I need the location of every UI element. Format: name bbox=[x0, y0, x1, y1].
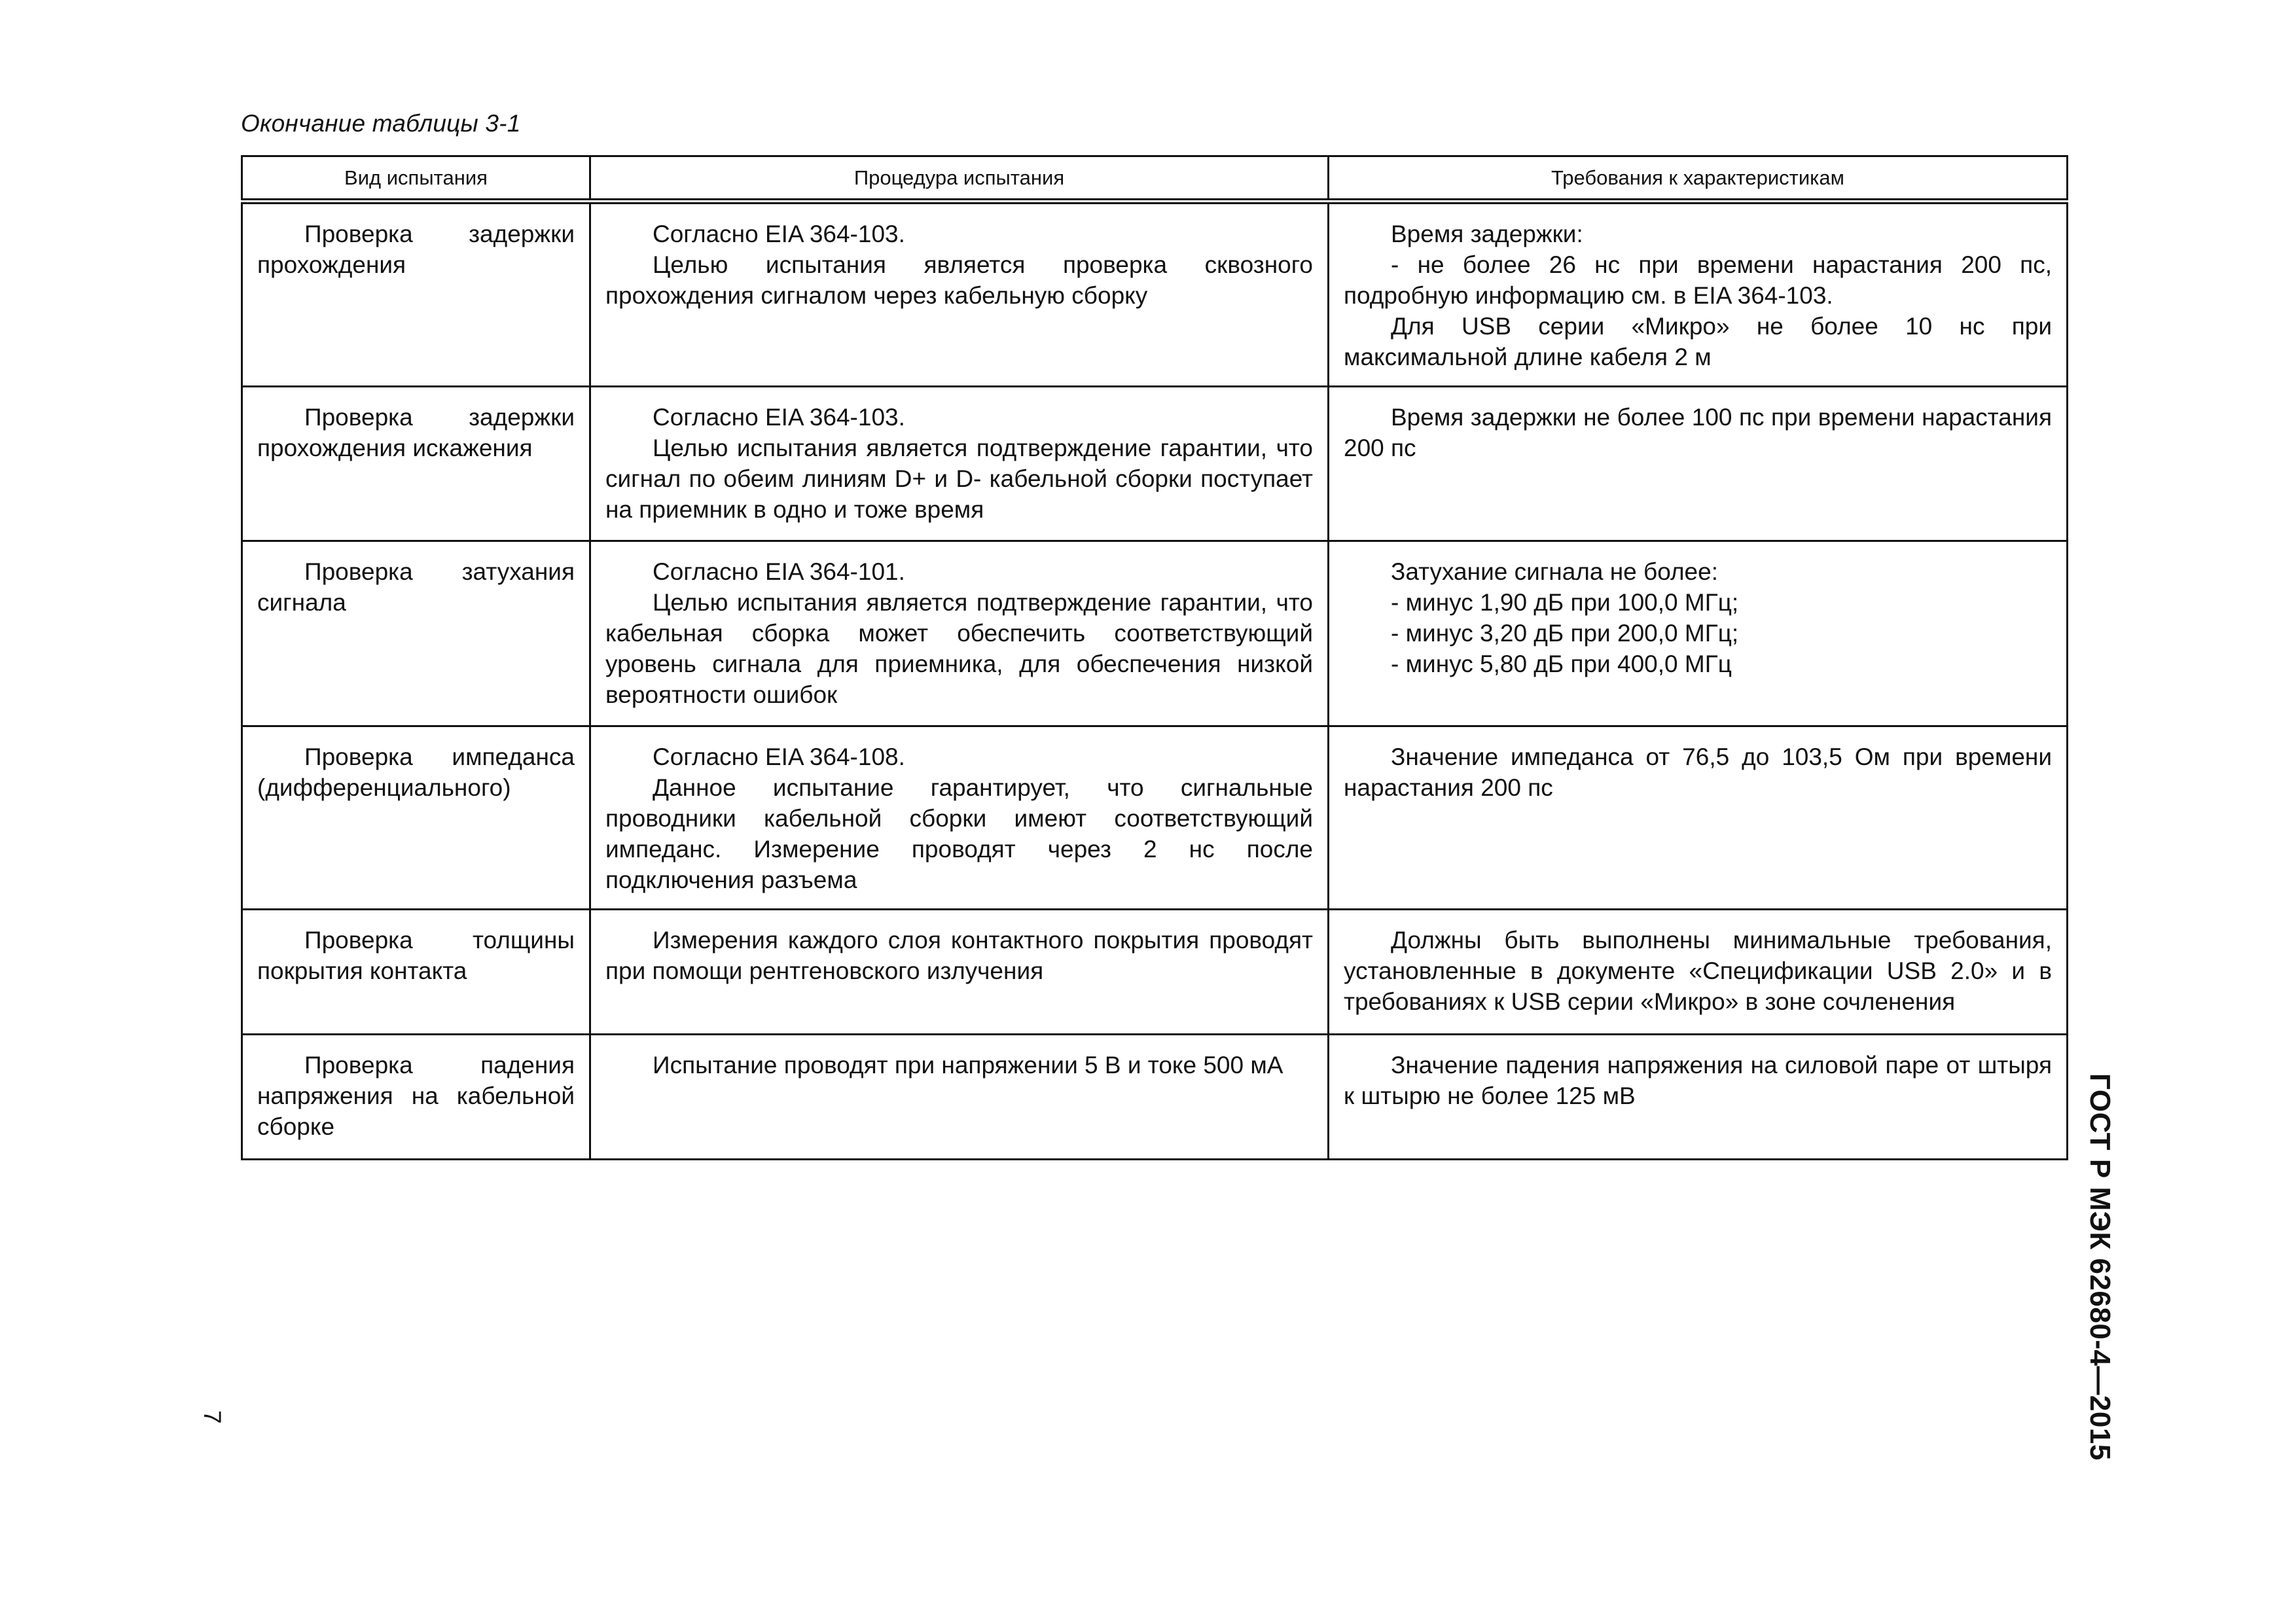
procedure-text: Целью испытания является проверка сквозного прохождения сигналом через кабельную сборку bbox=[605, 251, 1313, 309]
procedure-text: Данное испытание гарантирует, что сигнальные проводники кабельной сборки имеют соответствующий импеданс. Измерение проводят через 2 нс после подключения разъема bbox=[605, 774, 1313, 893]
procedure-text: Согласно EIA 364-101. bbox=[653, 558, 905, 585]
requirements-cell bbox=[1329, 202, 2068, 387]
table-row bbox=[242, 387, 2068, 541]
test-type-cell bbox=[242, 1035, 590, 1160]
requirements-cell bbox=[1329, 910, 2068, 1035]
procedure-text: Целью испытания является подтверждение гарантии, что сигнал по обеим линиям D+ и D- кабельной сборки поступает на приемник в одно и тоже время bbox=[605, 435, 1313, 523]
requirements-text: Для USB серии «Микро» не более 10 нс при максимальной длине кабеля 2 м bbox=[1344, 313, 2052, 370]
test-type-text: Проверка задержки прохождения искажения bbox=[257, 404, 575, 461]
table-row bbox=[242, 726, 2068, 910]
test-type-cell bbox=[242, 910, 590, 1035]
table-header-row bbox=[242, 156, 2068, 202]
procedure-cell bbox=[590, 202, 1329, 387]
test-type-text: Проверка падения напряжения на кабельной сборке bbox=[257, 1052, 575, 1140]
test-type-text: Проверка затухания сигнала bbox=[257, 558, 575, 616]
table-row bbox=[242, 1035, 2068, 1160]
header-test-type: Вид испытания bbox=[242, 156, 590, 202]
table-row bbox=[242, 541, 2068, 726]
requirements-text: - минус 5,80 дБ при 400,0 МГц bbox=[1391, 651, 1732, 677]
procedure-cell bbox=[590, 1035, 1329, 1160]
procedure-text: Согласно EIA 364-103. bbox=[653, 404, 905, 431]
requirements-text: Время задержки не более 100 пс при времени нарастания 200 пс bbox=[1344, 404, 2052, 461]
test-type-cell bbox=[242, 726, 590, 910]
test-type-text: Проверка задержки прохождения bbox=[257, 221, 575, 278]
requirements-text: Значение импеданса от 76,5 до 103,5 Ом при времени нарастания 200 пс bbox=[1344, 743, 2052, 801]
table-row bbox=[242, 910, 2068, 1035]
header-procedure: Процедура испытания bbox=[590, 156, 1329, 202]
table-caption: Окончание таблицы 3-1 bbox=[241, 110, 521, 137]
requirements-text: Время задержки: bbox=[1391, 221, 1583, 247]
requirements-cell bbox=[1329, 387, 2068, 541]
test-table bbox=[241, 155, 2068, 1160]
requirements-text: Значение падения напряжения на силовой паре от штыря к штырю не более 125 мВ bbox=[1344, 1052, 2052, 1109]
procedure-cell bbox=[590, 726, 1329, 910]
requirements-cell bbox=[1329, 1035, 2068, 1160]
test-type-text: Проверка импеданса (дифференциального) bbox=[257, 743, 575, 801]
procedure-text: Измерения каждого слоя контактного покрытия проводят при помощи рентгеновского излучения bbox=[605, 927, 1313, 984]
requirements-cell bbox=[1329, 726, 2068, 910]
document-designation: ГОСТ Р МЭК 62680-4—2015 bbox=[2084, 1073, 2116, 1461]
procedure-text: Испытание проводят при напряжении 5 В и токе 500 мА bbox=[653, 1052, 1283, 1079]
test-type-cell bbox=[242, 202, 590, 387]
requirements-text: - минус 3,20 дБ при 200,0 МГц; bbox=[1391, 620, 1739, 647]
requirements-text: - минус 1,90 дБ при 100,0 МГц; bbox=[1391, 589, 1739, 616]
requirements-cell bbox=[1329, 541, 2068, 726]
test-type-cell bbox=[242, 387, 590, 541]
test-type-text: Проверка толщины покрытия контакта bbox=[257, 927, 575, 984]
procedure-cell bbox=[590, 910, 1329, 1035]
table-row bbox=[242, 202, 2068, 387]
procedure-text: Согласно EIA 364-108. bbox=[653, 743, 905, 770]
requirements-text: - не более 26 нс при времени нарастания 200 пс, подробную информацию см. в EIA 364-103. bbox=[1344, 251, 2052, 309]
page-number: 7 bbox=[199, 1410, 226, 1424]
header-requirements: Требования к характеристикам bbox=[1329, 156, 2068, 202]
procedure-text: Целью испытания является подтверждение гарантии, что кабельная сборка может обеспечить соответствующий уровень сигнала для приемника, для обеспечения низкой вероятности ошибок bbox=[605, 589, 1313, 708]
procedure-text: Согласно EIA 364-103. bbox=[653, 221, 905, 247]
requirements-text: Затухание сигнала не более: bbox=[1391, 558, 1718, 585]
procedure-cell bbox=[590, 541, 1329, 726]
requirements-text: Должны быть выполнены минимальные требования, установленные в документе «Спецификации USB 2.0» и в требованиях к USB серии «Микро» в зоне сочленения bbox=[1344, 927, 2052, 1015]
test-type-cell bbox=[242, 541, 590, 726]
procedure-cell bbox=[590, 387, 1329, 541]
